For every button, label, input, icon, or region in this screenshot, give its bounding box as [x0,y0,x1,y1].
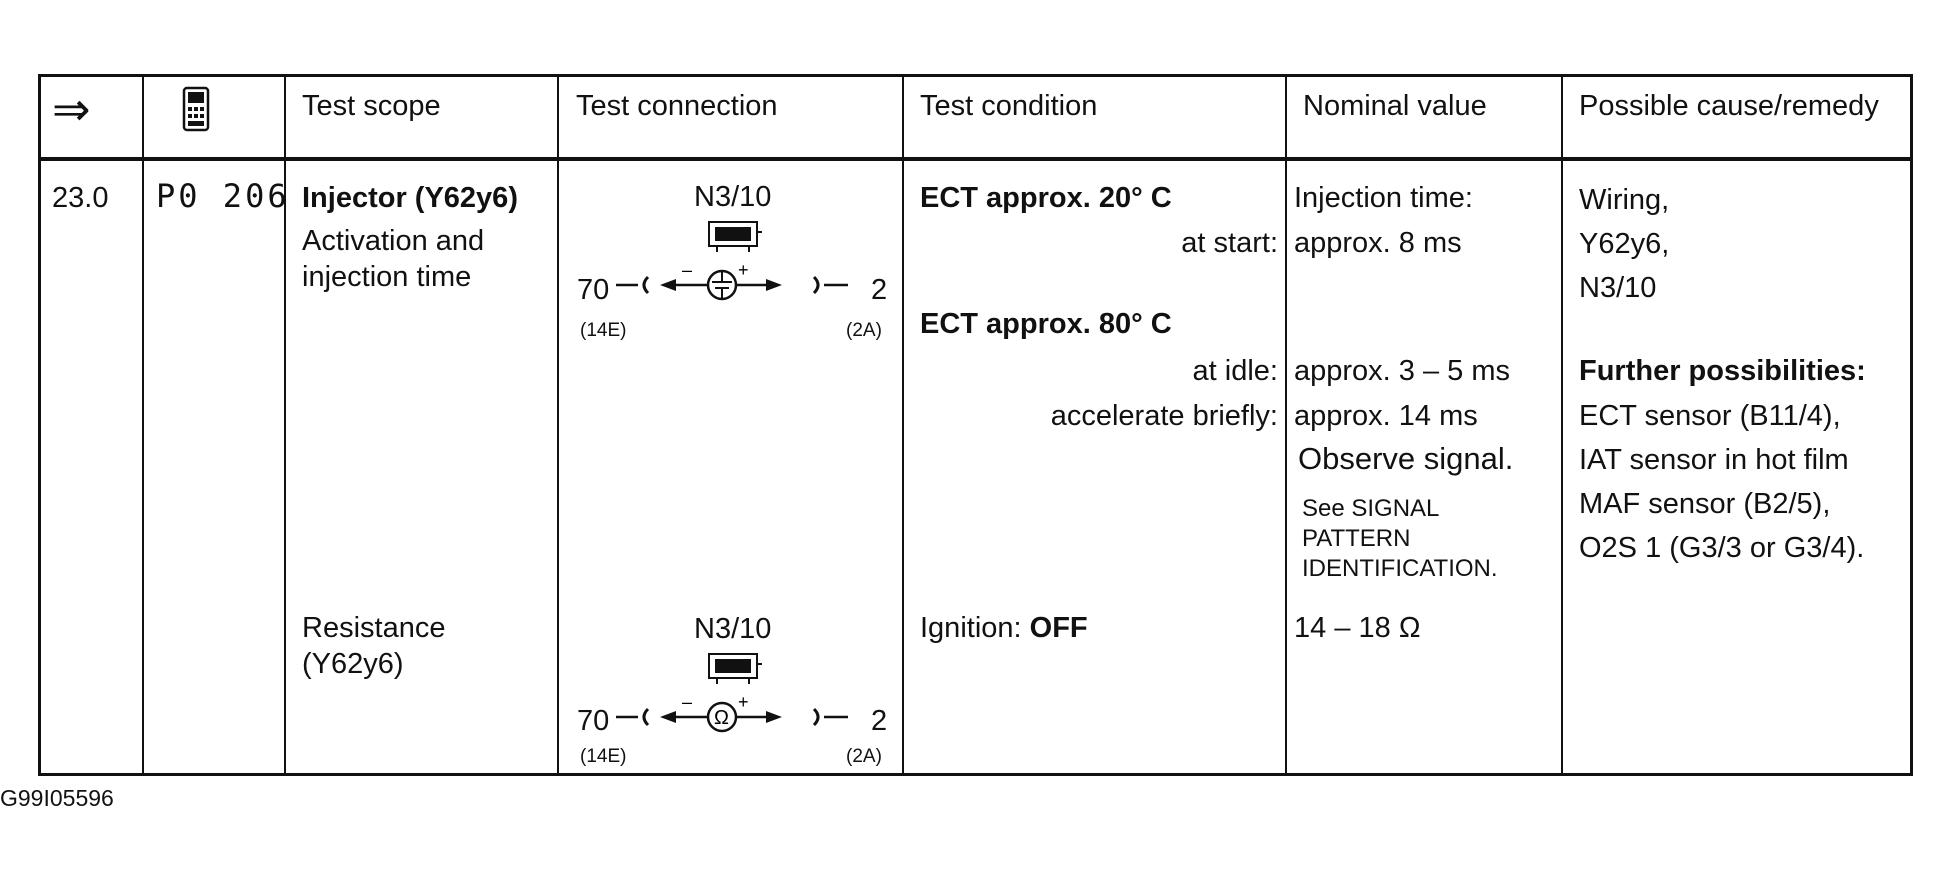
fault-code: P0 206 [156,177,290,215]
svg-text:+: + [738,260,749,280]
condition-ignition [920,610,1088,646]
condition-at-idle: at idle: [1192,355,1278,387]
step-number: 23.0 [52,182,109,214]
nominal-see: See SIGNAL [1302,495,1440,522]
nominal-injection-time: Injection time: [1294,182,1473,214]
header-nominal-value: Nominal value [1303,90,1487,122]
pin-left: 70 [577,274,610,306]
header-test-condition: Test condition [920,90,1098,122]
cause-item: MAF sensor (B2/5), [1579,488,1831,520]
nominal-value: approx. 3 – 5 ms [1294,355,1510,387]
cause-item: Y62y6, [1579,228,1670,260]
connector-module-icon [703,652,763,686]
header-possible-cause: Possible cause/remedy [1579,90,1879,122]
nominal-see: IDENTIFICATION. [1302,555,1498,582]
connector-module-icon [703,220,763,254]
cause-item: O2S 1 (G3/3 or G3/4). [1579,532,1865,564]
scope-line: injection time [302,261,472,293]
resistance-label: Resistance [302,612,446,644]
nominal-value: approx. 14 ms [1294,400,1478,432]
cause-item: IAT sensor in hot film [1579,444,1849,476]
nominal-see: PATTERN [1302,525,1411,552]
arrow-header-icon: ⇒ [52,83,91,135]
svg-text:+: + [738,692,749,712]
column-divider [142,74,144,776]
cause-item: ECT sensor (B11/4), [1579,400,1841,432]
scope-title: Injector (Y62y6) [302,182,518,214]
svg-text:–: – [682,260,693,280]
pin-left-sub: (14E) [580,320,627,341]
condition-at-start: at start: [1181,227,1278,259]
ohmmeter-probe-icon [616,690,866,740]
oscilloscope-probe-icon [616,258,866,308]
svg-text:–: – [682,692,693,712]
ignition-value: OFF [1029,612,1088,644]
module-label: N3/10 [694,181,772,213]
pin-right: 2 [871,274,888,306]
module-label: N3/10 [694,613,772,645]
condition-accelerate: accelerate briefly: [1050,400,1278,432]
cause-further-heading: Further possibilities: [1579,355,1866,387]
column-divider [1285,74,1287,776]
column-divider [1561,74,1563,776]
condition-ect20: ECT approx. 20° C [920,182,1172,214]
column-divider [557,74,559,776]
pin-left-sub: (14E) [580,746,627,767]
nominal-value: approx. 8 ms [1294,227,1462,259]
header-test-scope: Test scope [302,90,441,122]
condition-ect80: ECT approx. 80° C [920,308,1172,340]
ignition-label: Ignition: [920,612,1030,644]
cause-item: N3/10 [1579,272,1657,304]
resistance-label: (Y62y6) [302,648,404,680]
header-rule [38,157,1913,161]
figure-id-caption: G99I05596 [0,785,114,811]
pin-right: 2 [871,705,888,737]
pin-right-sub: (2A) [846,320,882,341]
tester-icon [182,86,210,132]
column-divider [902,74,904,776]
pin-left: 70 [577,705,610,737]
pin-right-sub: (2A) [846,746,882,767]
svg-text:Ω: Ω [714,707,729,729]
nominal-resistance: 14 – 18 Ω [1294,612,1421,644]
cause-item: Wiring, [1579,184,1670,216]
nominal-observe: Observe signal. [1298,441,1514,476]
header-test-connection: Test connection [576,90,778,122]
scope-line: Activation and [302,225,485,257]
